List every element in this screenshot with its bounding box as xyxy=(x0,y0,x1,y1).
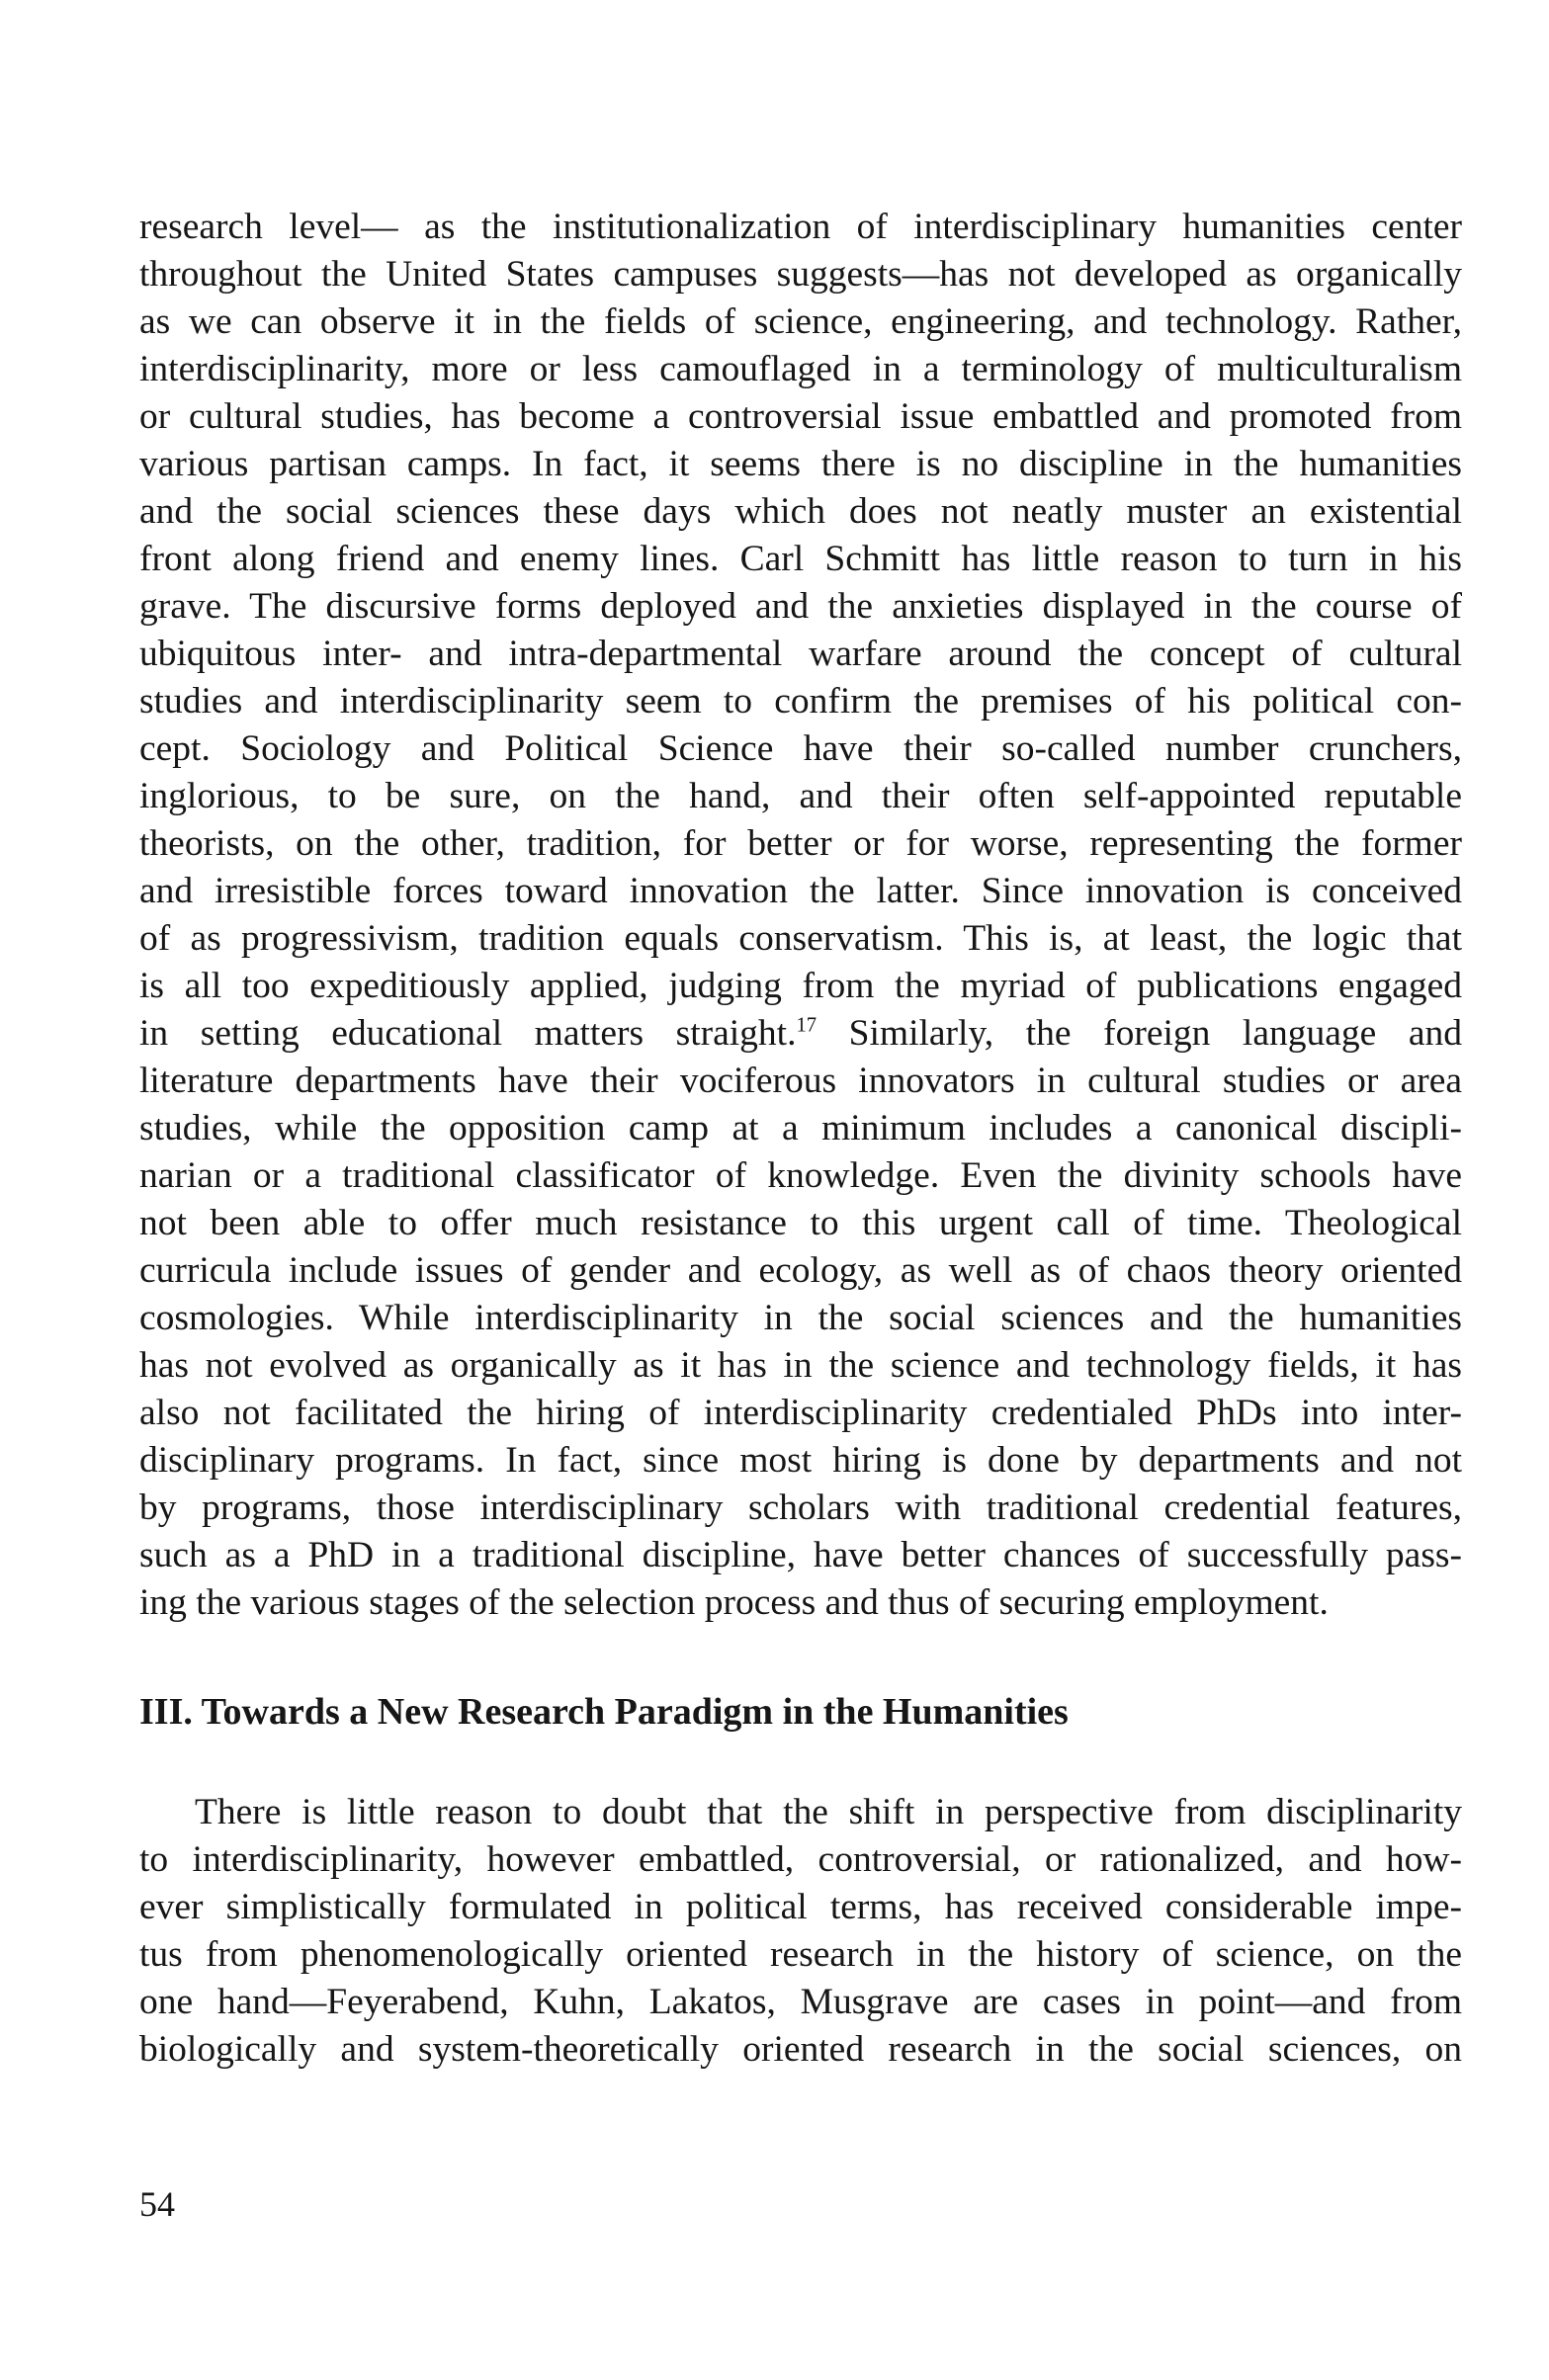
text-line: by programs, those interdisciplinary scholars with traditional credential features, xyxy=(139,1488,1462,1528)
text-line: interdisciplinarity, more or less camouflaged in a terminology of multiculturalism xyxy=(139,349,1462,389)
text-line-with-footnote xyxy=(139,1010,1462,1058)
text-line: and irresistible forces toward innovation the latter. Since innovation is conceived xyxy=(139,871,1462,911)
text-line: grave. The discursive forms deployed and the anxieties displayed in the course of xyxy=(139,586,1462,627)
text-line: biologically and system-theoretically oriented research in the social sciences, on xyxy=(139,2029,1462,2070)
text-line: There is little reason to doubt that the shift in perspective from disciplinarity xyxy=(195,1792,1462,1832)
text-line: also not facilitated the hiring of interdisciplinarity credentialed PhDs into inter- xyxy=(139,1393,1462,1433)
text-line: one hand—Feyerabend, Kuhn, Lakatos, Musgrave are cases in point—and from xyxy=(139,1982,1462,2022)
text-line-part: Similarly, the foreign language and xyxy=(817,1013,1462,1054)
page-number: 54 xyxy=(139,2184,175,2224)
text-line: studies and interdisciplinarity seem to confirm the premises of his political con- xyxy=(139,681,1462,722)
text-line: cosmologies. While interdisciplinarity in the social sciences and the humanities xyxy=(139,1298,1462,1338)
text-line: narian or a traditional classificator of knowledge. Even the divinity schools have xyxy=(139,1155,1462,1196)
text-line: or cultural studies, has become a controversial issue embattled and promoted from xyxy=(139,396,1462,437)
text-line: ever simplistically formulated in political terms, has received considerable impe- xyxy=(139,1887,1462,1927)
section-heading: III. Towards a New Research Paradigm in the Humanities xyxy=(139,1691,1069,1733)
text-line: of as progressivism, tradition equals conservatism. This is, at least, the logic that xyxy=(139,918,1462,959)
text-line: theorists, on the other, tradition, for better or for worse, representing the former xyxy=(139,823,1462,864)
text-line: studies, while the opposition camp at a minimum includes a canonical discipli- xyxy=(139,1108,1462,1148)
text-line: not been able to offer much resistance to this urgent call of time. Theological xyxy=(139,1203,1462,1243)
text-line: as we can observe it in the fields of science, engineering, and technology. Rather, xyxy=(139,301,1462,342)
text-line: and the social sciences these days which does not neatly muster an existential xyxy=(139,491,1462,532)
text-line: front along friend and enemy lines. Carl Schmitt has little reason to turn in his xyxy=(139,539,1462,579)
text-line: inglorious, to be sure, on the hand, and their often self-appointed reputable xyxy=(139,776,1462,816)
text-line: is all too expeditiously applied, judging from the myriad of publications engaged xyxy=(139,966,1462,1006)
text-line: cept. Sociology and Political Science have their so-called number crunchers, xyxy=(139,728,1462,769)
text-line: ing the various stages of the selection process and thus of securing employment. xyxy=(139,1582,1329,1623)
text-line: various partisan camps. In fact, it seems there is no discipline in the humanities xyxy=(139,444,1462,484)
text-line: tus from phenomenologically oriented research in the history of science, on the xyxy=(139,1934,1462,1975)
footnote-reference: 17 xyxy=(796,1014,818,1037)
text-line: disciplinary programs. In fact, since most hiring is done by departments and not xyxy=(139,1440,1462,1481)
text-line: to interdisciplinarity, however embattled, controversial, or rationalized, and how- xyxy=(139,1839,1462,1880)
text-line: research level— as the institutionalization of interdisciplinary humanities center xyxy=(139,207,1462,247)
text-line: such as a PhD in a traditional discipline, have better chances of successfully pass- xyxy=(139,1535,1462,1575)
text-line: ubiquitous inter- and intra-departmental warfare around the concept of cultural xyxy=(139,634,1462,674)
text-line-part: in setting educational matters straight. xyxy=(139,1013,797,1054)
text-line: literature departments have their vociferous innovators in cultural studies or area xyxy=(139,1061,1462,1101)
text-line: has not evolved as organically as it has in the science and technology fields, it has xyxy=(139,1345,1462,1386)
text-line: throughout the United States campuses suggests—has not developed as organically xyxy=(139,254,1462,295)
text-line: curricula include issues of gender and ecology, as well as of chaos theory oriented xyxy=(139,1250,1462,1291)
